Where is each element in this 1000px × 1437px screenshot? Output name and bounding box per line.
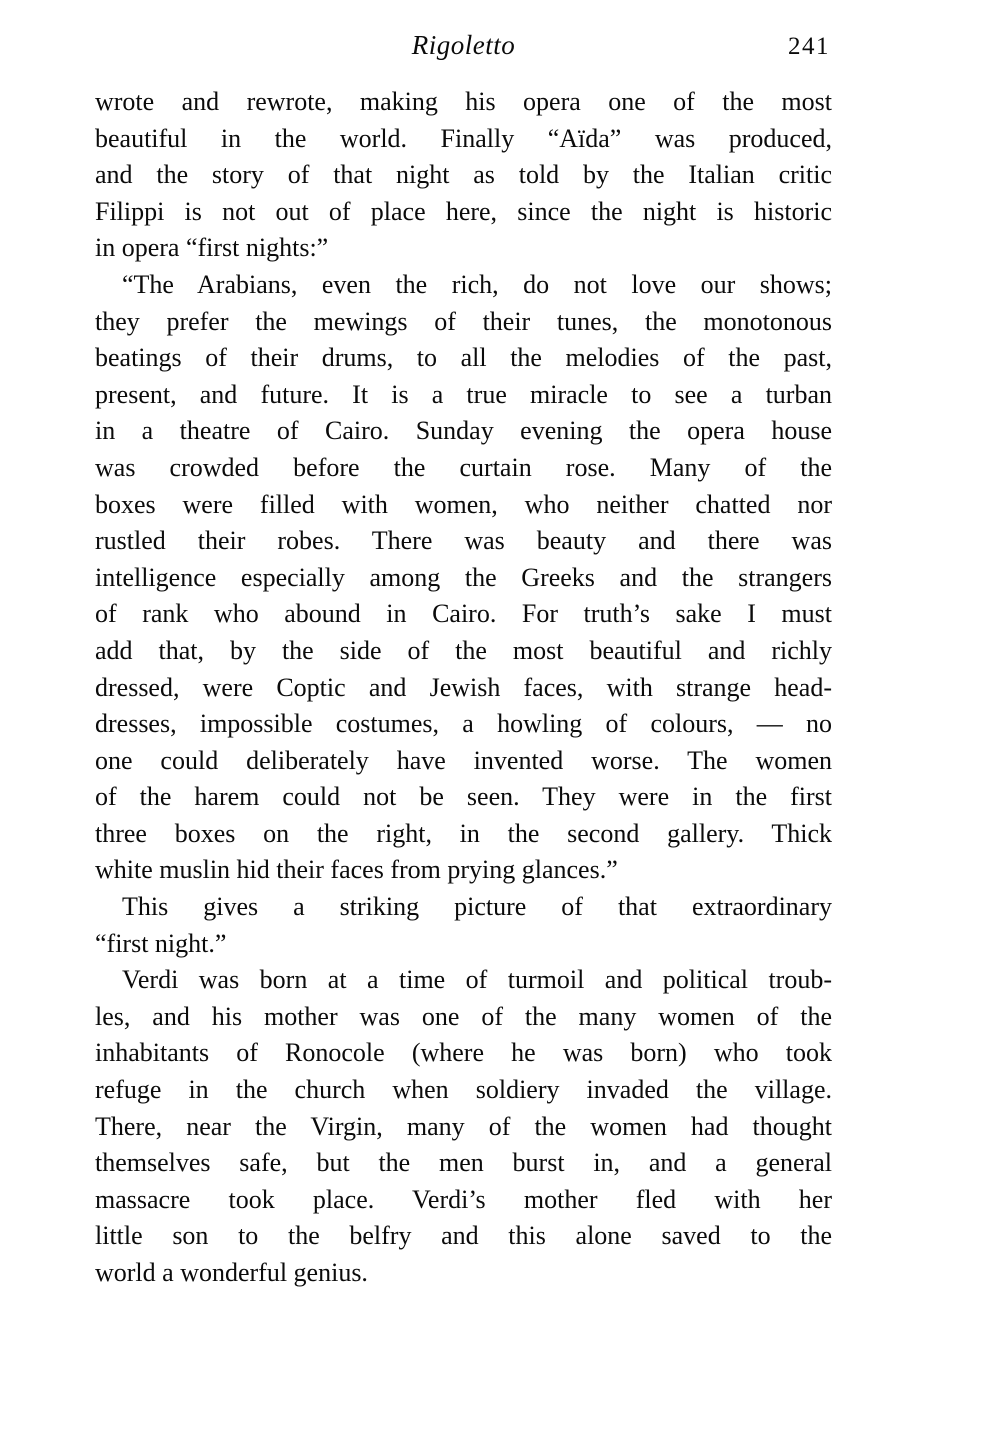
text-line: This gives a striking picture of that extraordinary	[122, 892, 832, 922]
text-line: three boxes on the right, in the second gallery. Thick	[95, 818, 832, 848]
text-line: Filippi is not out of place here, since the night is historic	[95, 196, 832, 226]
text-line: of the harem could not be seen. They were in the first	[95, 782, 832, 812]
text-line: beautiful in the world. Finally “Aïda” was produced,	[95, 123, 832, 153]
text-line: inhabitants of Ronocole (where he was born) who took	[95, 1038, 832, 1068]
text-line: boxes were filled with women, who neither chatted nor	[95, 489, 832, 519]
text-line: themselves safe, but the men burst in, and a general	[95, 1148, 832, 1178]
text-line: dressed, were Coptic and Jewish faces, with strange head-	[95, 672, 832, 702]
text-line: intelligence especially among the Greeks and the strangers	[95, 562, 832, 592]
text-line: was crowded before the curtain rose. Many of the	[95, 452, 832, 482]
text-line: and the story of that night as told by the Italian critic	[95, 160, 832, 190]
text-line: present, and future. It is a true miracle to see a turban	[95, 379, 832, 409]
text-line: in a theatre of Cairo. Sunday evening the opera house	[95, 416, 832, 446]
text-line: world a wonderful genius.	[95, 1258, 368, 1287]
text-line: dresses, impossible costumes, a howling of colours, — no	[95, 709, 832, 739]
text-line: in opera “first nights:”	[95, 233, 329, 263]
text-line: There, near the Virgin, many of the women had thought	[95, 1111, 832, 1141]
page-number: 241	[788, 33, 830, 60]
text-line: “The Arabians, even the rich, do not love our shows;	[122, 269, 832, 299]
page-header	[95, 30, 832, 64]
text-line: massacre took place. Verdi’s mother fled with her	[95, 1184, 832, 1214]
text-line: white muslin hid their faces from prying glances.”	[95, 855, 618, 885]
text-line: les, and his mother was one of the many women of the	[95, 1001, 832, 1031]
text-line: wrote and rewrote, making his opera one of the most	[95, 87, 832, 116]
text-line: little son to the belfry and this alone saved to the	[95, 1221, 832, 1251]
text-line: Verdi was born at a time of turmoil and political troub-	[122, 965, 832, 995]
running-title: Rigoletto	[411, 30, 516, 60]
text-line: “first night.”	[95, 928, 227, 958]
text-line: rustled their robes. There was beauty and there was	[95, 526, 832, 556]
text-line: they prefer the mewings of their tunes, the monotonous	[95, 306, 832, 336]
text-line: of rank who abound in Cairo. For truth’s sake I must	[95, 599, 832, 629]
text-line: beatings of their drums, to all the melodies of the past,	[95, 343, 832, 373]
page-body	[95, 84, 832, 1292]
text-line: refuge in the church when soldiery invaded the village.	[95, 1075, 832, 1105]
text-line: add that, by the side of the most beautiful and richly	[95, 635, 832, 665]
text-line: one could deliberately have invented worse. The women	[95, 745, 832, 775]
